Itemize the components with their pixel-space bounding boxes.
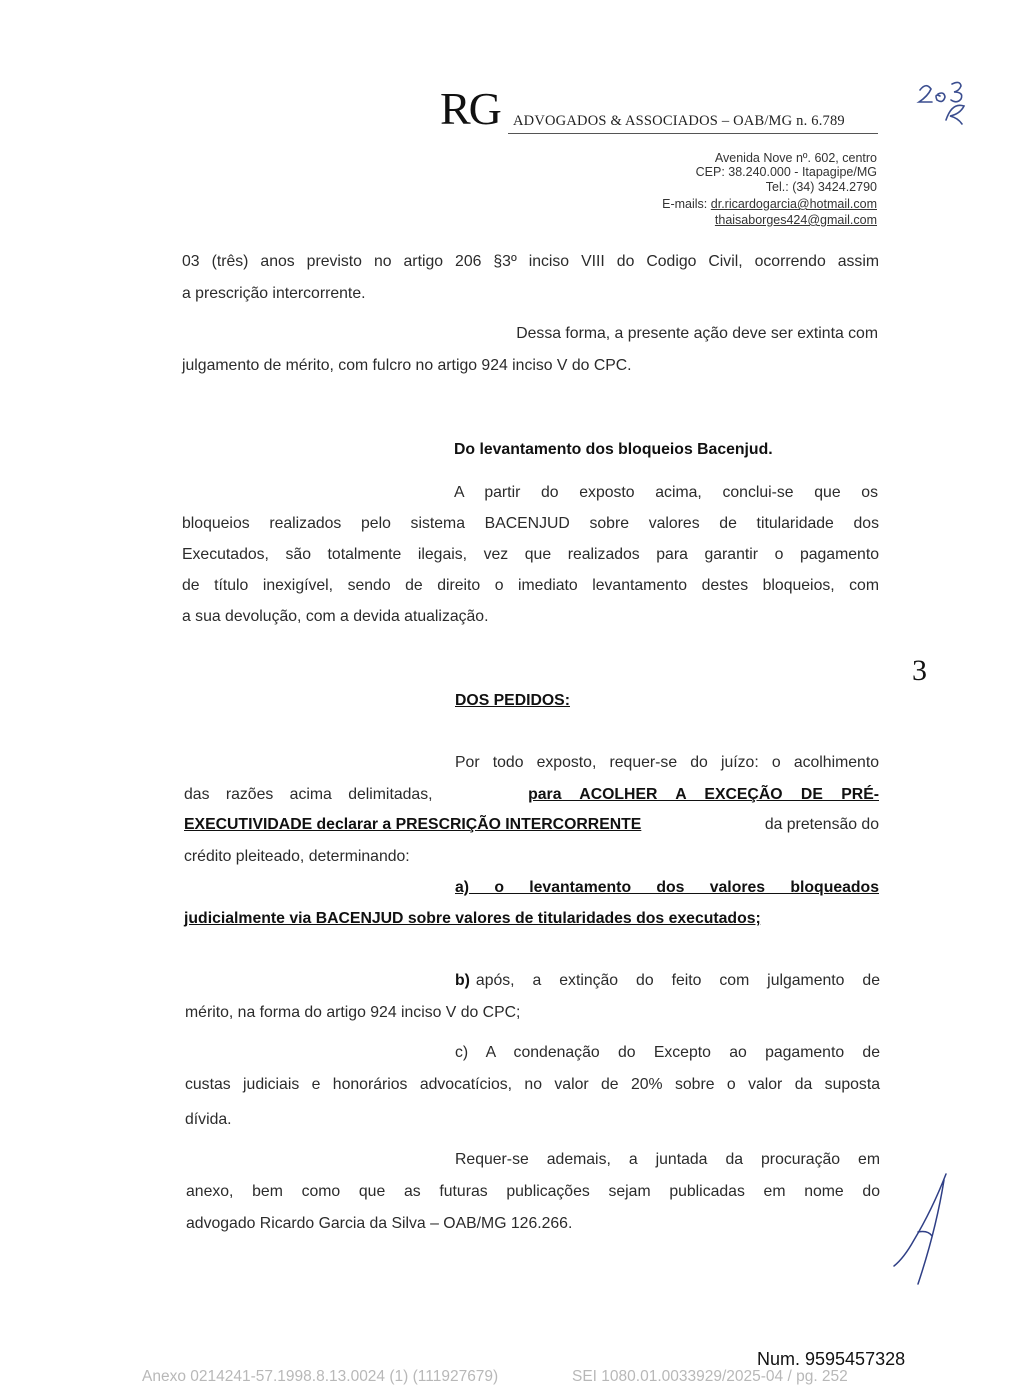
request-item-a-line-2: judicialmente via BACENJUD sobre valores de titularidades dos executados; [184,910,761,927]
section-heading-bacenjud: Do levantamento dos bloqueios Bacenjud. [454,441,773,458]
request-item-c-line-1: c) A condenação do Excepto ao pagamento de [455,1044,880,1061]
paragraph-4-line-3 [184,816,879,834]
phone-line: Tel.: (34) 3424.2790 [765,180,877,194]
paragraph-3-line-2: bloqueios realizados pelo sistema BACENJUD sobre valores de titularidade dos [182,515,879,532]
paragraph-4-line-2 [184,786,879,804]
paragraph-5-line-1: Requer-se ademais, a juntada da procuração em [455,1151,880,1168]
header-divider [508,133,878,134]
email-link-2[interactable]: thaisaborges424@gmail.com [714,213,877,227]
request-item-b-text: após, a extinção do feito com julgamento de [475,972,880,989]
emails-label: E-mails: [662,197,708,211]
firm-name: ADVOGADOS & ASSOCIADOS – OAB/MG n. 6.789 [513,113,845,129]
paragraph-5-line-3: advogado Ricardo Garcia da Silva – OAB/MG 126.266. [186,1215,573,1232]
request-item-a-line-1: a) o levantamento dos valores bloqueados [455,879,879,896]
email-line-1 [662,197,877,211]
paragraph-2-line-2: julgamento de mérito, com fulcro no artigo 924 inciso V do CPC. [182,357,632,374]
paragraph-4-line-3-text: da pretensão do [764,816,879,833]
paragraph-4-line-2-text: das razões acima delimitadas, [184,786,433,803]
request-item-b-marker: b) [455,972,470,989]
handwritten-folio-mark [912,76,982,132]
paragraph-2-line-1: Dessa forma, a presente ação deve ser extinta com [516,325,878,342]
request-acolher-excecao: para ACOLHER A EXCEÇÃO DE PRÉ- [528,786,879,803]
paragraph-1-line-2: a prescrição intercorrente. [182,285,366,302]
handwritten-signature [888,1170,950,1288]
request-item-b-line-2: mérito, na forma do artigo 924 inciso V do CPC; [185,1004,521,1021]
footer-sei-reference: SEI 1080.01.0033929/2025-04 / pg. 252 [572,1368,848,1385]
document-number: Num. 9595457328 [757,1349,906,1369]
address-line-2: CEP: 38.240.000 - Itapagipe/MG [695,165,877,179]
request-item-c-line-3: dívida. [185,1111,232,1128]
paragraph-3-line-1: A partir do exposto acima, conclui-se que os [454,484,878,501]
paragraph-3-line-3: Executados, são totalmente ilegais, vez que realizados para garantir o pagamento [182,546,879,563]
paragraph-1-line-1: 03 (três) anos previsto no artigo 206 §3º inciso VIII do Codigo Civil, ocorrendo assim [182,253,879,270]
paragraph-3-line-5: a sua devolução, com a devida atualização. [182,608,489,625]
paragraph-5-line-2: anexo, bem como que as futuras publicações sejam publicadas em nome do [186,1183,880,1200]
request-item-b-line-1 [455,972,880,990]
paragraph-4-line-1: Por todo exposto, requer-se do juízo: o acolhimento [455,754,879,771]
paragraph-4-line-4: crédito pleiteado, determinando: [184,848,410,865]
request-item-c-line-2: custas judiciais e honorários advocatícios, no valor de 20% sobre o valor da suposta [185,1076,880,1093]
email-line-2 [715,213,877,227]
section-heading-pedidos: DOS PEDIDOS: [455,692,570,709]
footer-annex-reference: Anexo 0214241-57.1998.8.13.0024 (1) (111927679) [142,1368,499,1385]
request-prescricao-intercorrente: EXECUTIVIDADE declarar a PRESCRIÇÃO INTERCORRENTE [184,816,642,833]
address-line-1: Avenida Nove nº. 602, centro [714,151,877,165]
page-number: 3 [912,654,927,687]
paragraph-3-line-4: de título inexigível, sendo de direito o imediato levantamento destes bloqueios, com [182,577,879,594]
firm-logo: RG [440,83,500,134]
email-link-1[interactable]: dr.ricardogarcia@hotmail.com [710,197,877,211]
